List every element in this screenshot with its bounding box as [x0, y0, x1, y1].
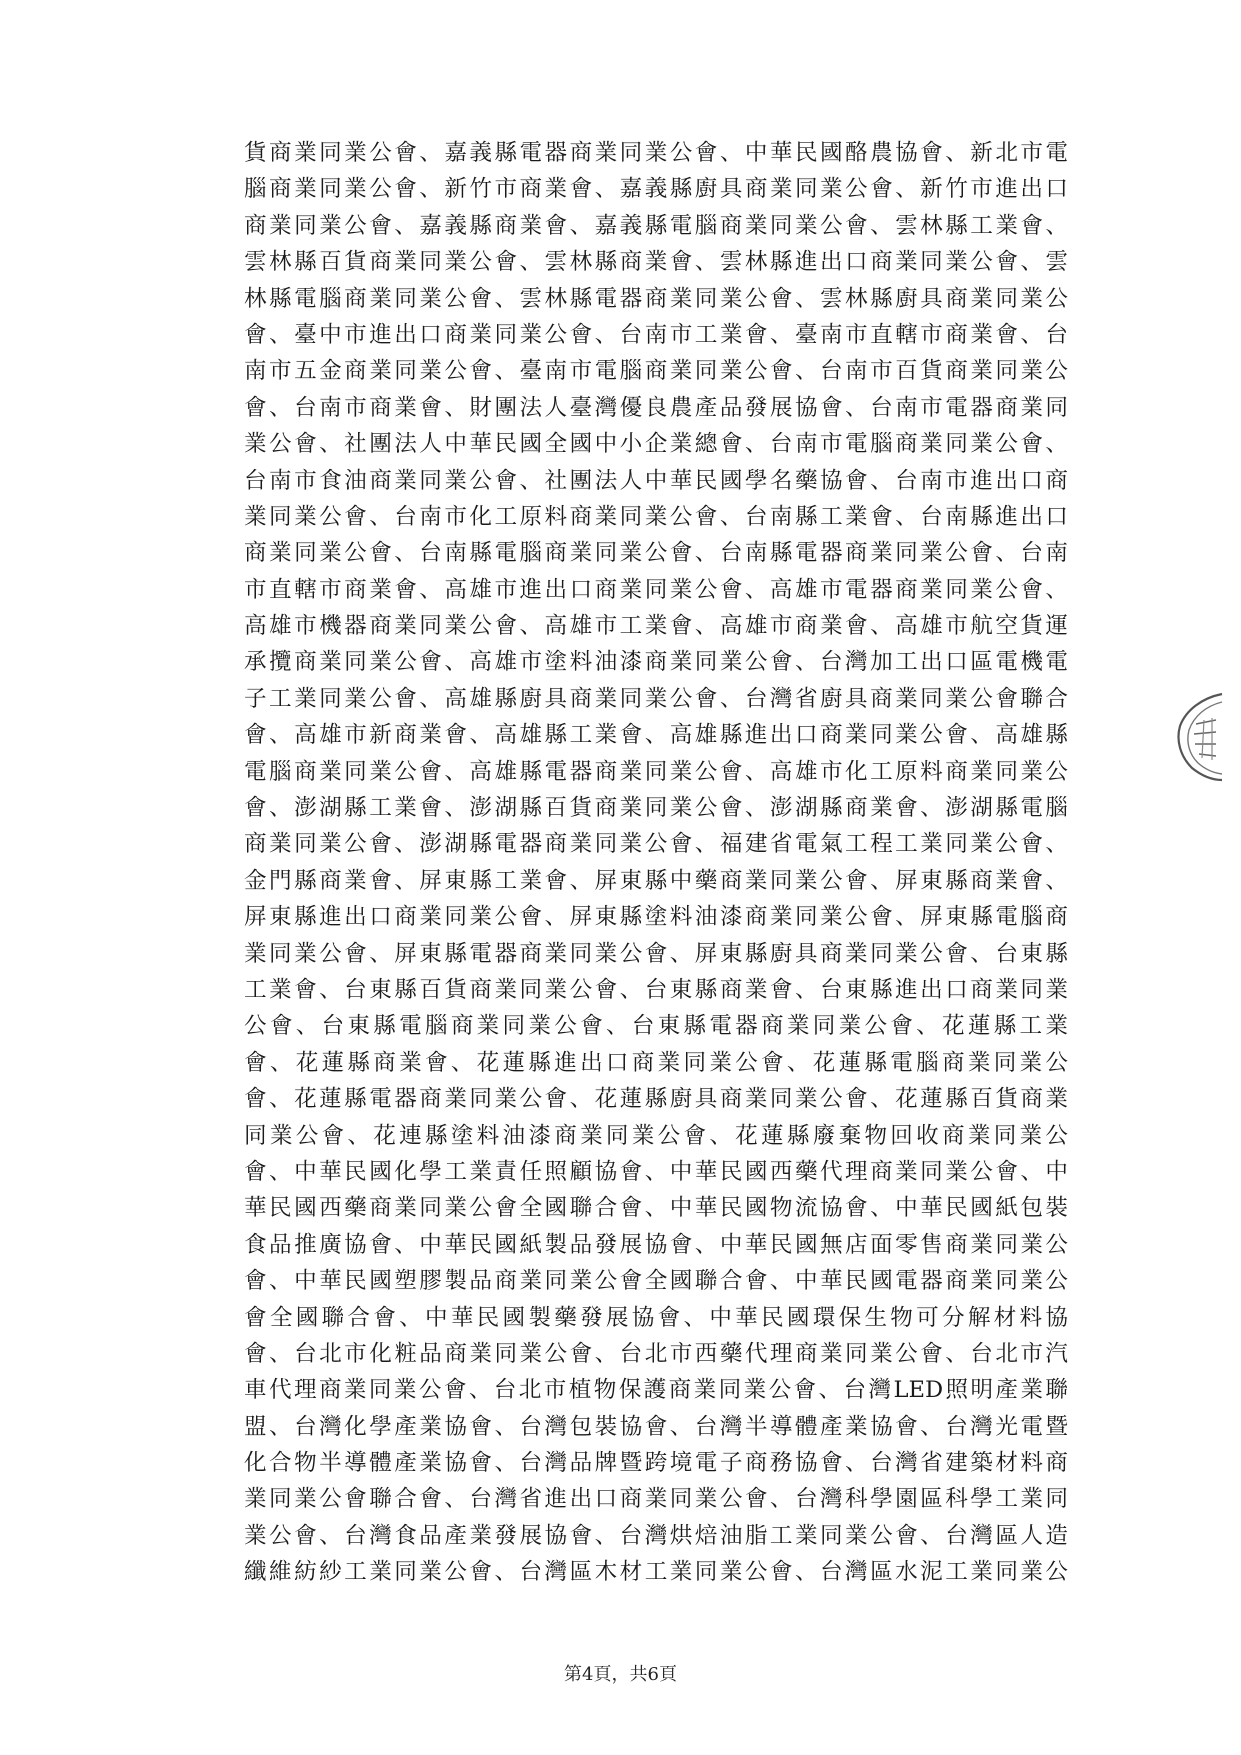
text-line: 南市五金商業同業公會、臺南市電腦商業同業公會、台南市百貨商業同業公 — [244, 358, 1068, 385]
text-line: 會、花蓮縣商業會、花蓮縣進出口商業同業公會、花蓮縣電腦商業同業公 — [244, 1049, 1068, 1076]
text-line: 雲林縣百貨商業同業公會、雲林縣商業會、雲林縣進出口商業同業公會、雲 — [244, 249, 1068, 276]
text-line: 會、台南市商業會、財團法人臺灣優良農產品發展協會、台南市電器商業同 — [244, 394, 1068, 421]
text-line: 電腦商業同業公會、高雄縣電器商業同業公會、高雄市化工原料商業同業公 — [244, 758, 1068, 785]
text-line: 會、臺中市進出口商業同業公會、台南市工業會、臺南市直轄市商業會、台 — [244, 321, 1068, 348]
text-line: 台南市食油商業同業公會、社團法人中華民國學名藥協會、台南市進出口商 — [244, 467, 1068, 494]
text-line: 高雄市機器商業同業公會、高雄市工業會、高雄市商業會、高雄市航空貨運 — [244, 613, 1068, 640]
document-body — [244, 135, 1068, 1591]
text-line: 商業同業公會、嘉義縣商業會、嘉義縣電腦商業同業公會、雲林縣工業會、 — [244, 212, 1068, 239]
text-line: 會、中華民國化學工業責任照顧協會、中華民國西藥代理商業同業公會、中 — [244, 1158, 1068, 1185]
text-line: 會、花蓮縣電器商業同業公會、花蓮縣廚具商業同業公會、花蓮縣百貨商業 — [244, 1086, 1068, 1113]
text-line: 會、台北市化粧品商業同業公會、台北市西藥代理商業同業公會、台北市汽 — [244, 1340, 1068, 1367]
text-line: 會全國聯合會、中華民國製藥發展協會、中華民國環保生物可分解材料協 — [244, 1304, 1068, 1331]
text-line: 腦商業同業公會、新竹市商業會、嘉義縣廚具商業同業公會、新竹市進出口 — [244, 176, 1068, 203]
text-line: 車代理商業同業公會、台北市植物保護商業同業公會、台灣LED照明產業聯 — [244, 1377, 1068, 1404]
text-line: 市直轄市商業會、高雄市進出口商業同業公會、高雄市電器商業同業公會、 — [244, 576, 1068, 603]
text-line: 華民國西藥商業同業公會全國聯合會、中華民國物流協會、中華民國紙包裝 — [244, 1195, 1068, 1222]
seal-stamp-fragment — [1172, 690, 1224, 782]
text-line: 商業同業公會、澎湖縣電器商業同業公會、福建省電氣工程工業同業公會、 — [244, 831, 1068, 858]
text-line: 承攬商業同業公會、高雄市塗料油漆商業同業公會、台灣加工出口區電機電 — [244, 649, 1068, 676]
text-line: 會、高雄市新商業會、高雄縣工業會、高雄縣進出口商業同業公會、高雄縣 — [244, 722, 1068, 749]
text-line: 林縣電腦商業同業公會、雲林縣電器商業同業公會、雲林縣廚具商業同業公 — [244, 285, 1068, 312]
text-line: 盟、台灣化學產業協會、台灣包裝協會、台灣半導體產業協會、台灣光電暨 — [244, 1413, 1068, 1440]
text-line: 業同業公會、台南市化工原料商業同業公會、台南縣工業會、台南縣進出口 — [244, 503, 1068, 530]
text-line: 業公會、台灣食品產業發展協會、台灣烘焙油脂工業同業公會、台灣區人造 — [244, 1522, 1068, 1549]
text-line: 會、中華民國塑膠製品商業同業公會全國聯合會、中華民國電器商業同業公 — [244, 1268, 1068, 1295]
text-line: 商業同業公會、台南縣電腦商業同業公會、台南縣電器商業同業公會、台南 — [244, 540, 1068, 567]
page-number: 第4頁，共6頁 — [564, 1664, 677, 1685]
text-line: 業公會、社團法人中華民國全國中小企業總會、台南市電腦商業同業公會、 — [244, 431, 1068, 458]
text-line: 化合物半導體產業協會、台灣品牌暨跨境電子商務協會、台灣省建築材料商 — [244, 1450, 1068, 1477]
text-line: 子工業同業公會、高雄縣廚具商業同業公會、台灣省廚具商業同業公會聯合 — [244, 685, 1068, 712]
text-line: 屏東縣進出口商業同業公會、屏東縣塗料油漆商業同業公會、屏東縣電腦商 — [244, 904, 1068, 931]
text-line: 同業公會、花連縣塗料油漆商業同業公會、花蓮縣廢棄物回收商業同業公 — [244, 1122, 1068, 1149]
text-line: 食品推廣協會、中華民國紙製品發展協會、中華民國無店面零售商業同業公 — [244, 1231, 1068, 1258]
text-line: 貨商業同業公會、嘉義縣電器商業同業公會、中華民國酪農協會、新北市電 — [244, 140, 1068, 166]
text-line: 金門縣商業會、屏東縣工業會、屏東縣中藥商業同業公會、屏東縣商業會、 — [244, 867, 1068, 894]
text-line: 公會、台東縣電腦商業同業公會、台東縣電器商業同業公會、花蓮縣工業 — [244, 1013, 1068, 1040]
text-line: 纖維紡紗工業同業公會、台灣區木材工業同業公會、台灣區水泥工業同業公 — [244, 1559, 1068, 1586]
text-line: 會、澎湖縣工業會、澎湖縣百貨商業同業公會、澎湖縣商業會、澎湖縣電腦 — [244, 795, 1068, 822]
text-line: 工業會、台東縣百貨商業同業公會、台東縣商業會、台東縣進出口商業同業 — [244, 976, 1068, 1003]
text-line: 業同業公會聯合會、台灣省進出口商業同業公會、台灣科學園區科學工業同 — [244, 1486, 1068, 1513]
text-line: 業同業公會、屏東縣電器商業同業公會、屏東縣廚具商業同業公會、台東縣 — [244, 940, 1068, 967]
